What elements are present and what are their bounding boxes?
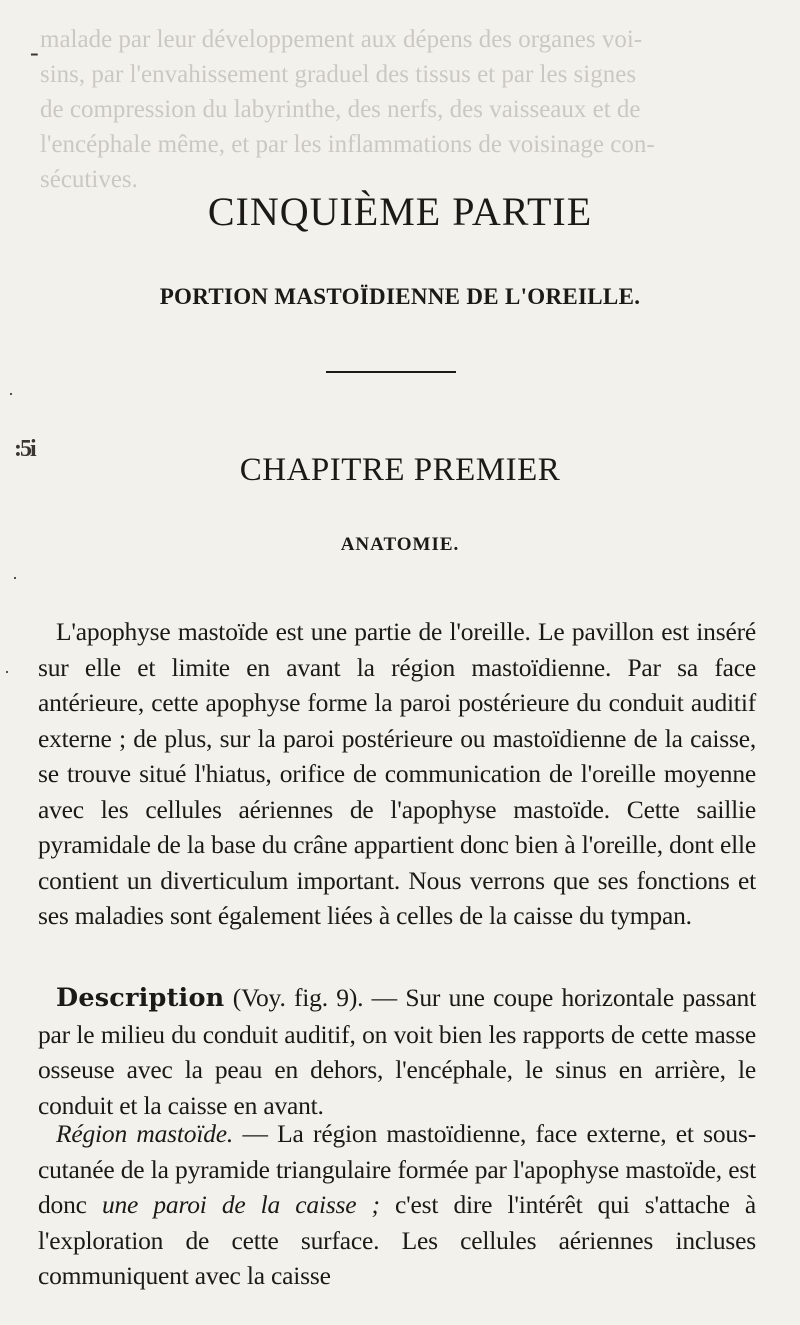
paragraph-text — [38, 980, 756, 1123]
bleed-line: l'encéphale même, et par les inflammations de voisinage con- — [40, 131, 655, 158]
part-title: CINQUIÈME PARTIE — [207, 189, 593, 234]
bleed-line: malade par leur développement aux dépens des organes voi- — [40, 26, 643, 53]
ink-speck: · — [12, 568, 18, 588]
ink-speck: - — [30, 38, 39, 67]
paragraph-region — [38, 1116, 756, 1294]
paragraph-description — [38, 980, 756, 1123]
italic-phrase: une paroi de la caisse ; — [101, 1190, 380, 1219]
paragraph-intro — [38, 614, 756, 934]
paragraph-body: (Voy. fig. 9). — Sur une coupe horizontale passant par le milieu du conduit auditif, on voit bien les rapports de cette masse osseuse avec la peau en dehors, l'encéphale, le sinus en arrière, le conduit et la caisse en avant. — [38, 983, 756, 1120]
chapter-title: CHAPITRE PREMIER — [239, 452, 561, 488]
paragraph-text: L'apophyse mastoïde est une partie de l'oreille. Le pavillon est inséré sur elle et limite en avant la région mastoïdienne. Par sa face antérieure, cette apophyse forme la paroi postérieure du conduit auditif externe ; de plus, sur la paroi postérieure ou mastoïdienne de la caisse, se trouve situé l'hiatus, orifice de communication de l'oreille moyenne avec les cellules aériennes de l'apophyse mastoïde. Cette saillie pyramidale de la base du crâne appartient donc bien à l'oreille, dont elle contient un diverticulum important. Nous verrons que ses fonctions et ses maladies sont également liées à celles de la caisse du tympan. — [38, 617, 756, 930]
bleed-through-text — [40, 22, 760, 197]
paragraph-body: — La région mastoïdienne, face externe, et sous-cutanée de la pyramide triangulaire formée par l'apophyse mastoïde, est donc — [38, 1119, 756, 1219]
ink-speck: · — [4, 662, 10, 682]
ink-speck: · — [8, 384, 14, 404]
bleed-line: sécutives. — [40, 166, 138, 193]
section-title: PORTION MASTOÏDIENNE DE L'OREILLE. — [159, 284, 641, 309]
paragraph-text — [38, 1116, 756, 1294]
paragraph-body: c'est dire l'intérêt qui s'attache à l'exploration de cette surface. Les cellules aériennes incluses communiquent avec la caisse — [38, 1190, 756, 1290]
divider-rule — [326, 371, 456, 373]
bleed-line: sins, par l'envahissement graduel des tissus et par les signes — [40, 61, 637, 88]
lead-term: Région mastoïde. — [56, 1119, 234, 1148]
lead-term: Description — [56, 983, 225, 1013]
bleed-line: de compression du labyrinthe, des nerfs, des vaisseaux et de — [40, 96, 641, 123]
sub-title: ANATOMIE. — [340, 534, 460, 555]
ink-blot: :5i — [14, 436, 35, 462]
